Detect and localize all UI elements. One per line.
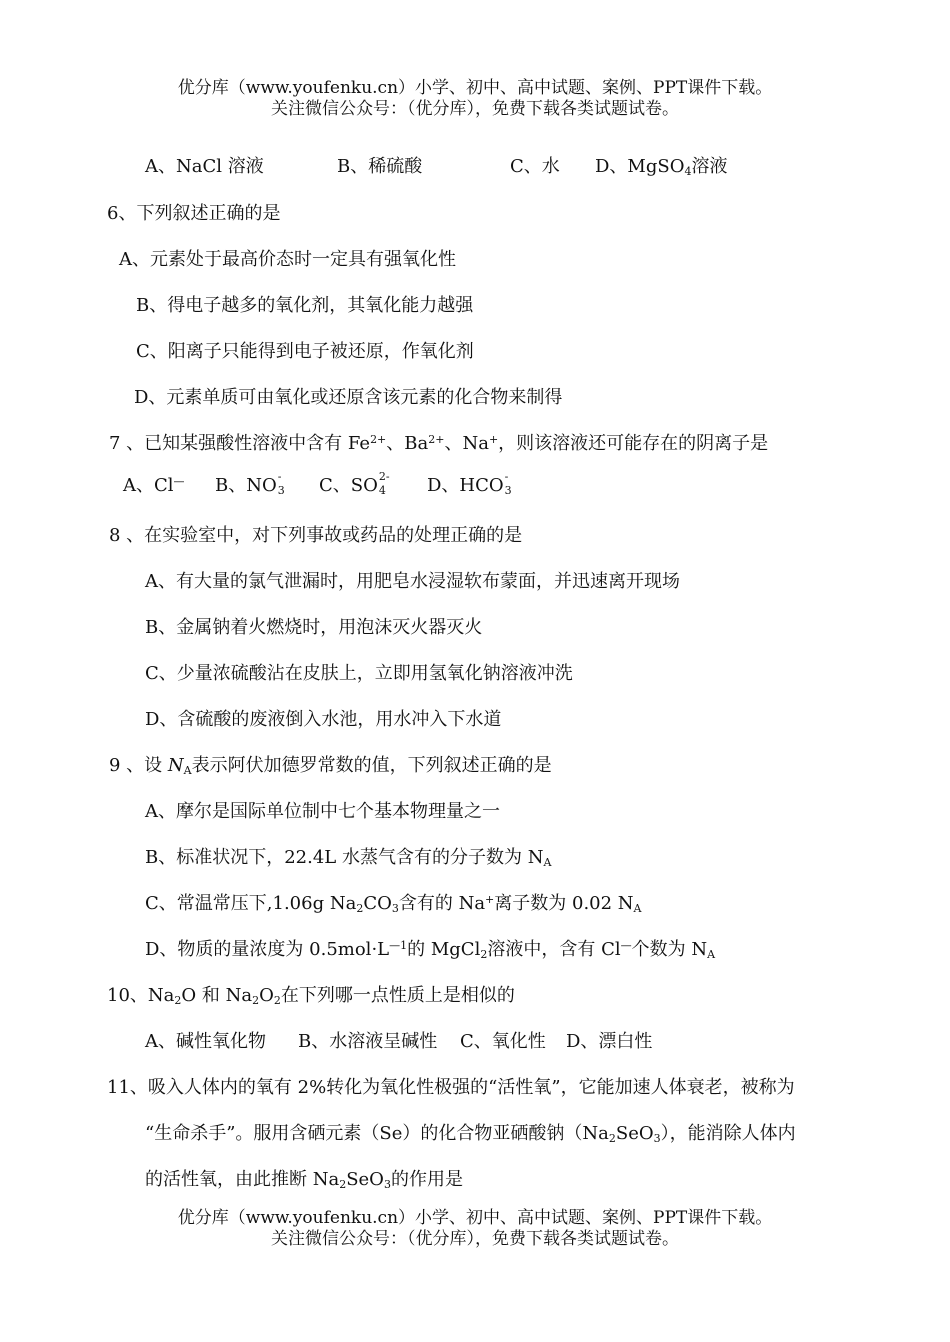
q5-options (145, 155, 727, 179)
q5-option-d: D、MgSO$_4$溶液 (595, 156, 728, 178)
q5-option-b: B、稀硫酸 (337, 156, 423, 177)
page-footer (0, 1208, 950, 1250)
q11-line-1: 11、吸入人体内的氧有 2%转化为氧化性极强的“活性氧”，它能加速人体衰老，被称为 (107, 1077, 795, 1098)
q9-option-b: B、标准状况下，22.4L 水蒸气含有的分子数为 $N_A$ (145, 847, 552, 869)
q6-option-d: D、元素单质可由氧化或还原含该元素的化合物来制得 (134, 387, 563, 408)
q6-stem: 6、下列叙述正确的是 (107, 203, 281, 224)
q5-option-a: A、NaCl 溶液 (145, 156, 264, 177)
q9-stem: 9 、设 $N_A$表示阿伏加德罗常数的值，下列叙述正确的是 (109, 755, 552, 777)
q7-option-b: B、NO - 3 (215, 470, 285, 497)
footer-line-2: 关注微信公众号：（优分库），免费下载各类试题试卷。 (271, 1229, 679, 1249)
q9-option-c: C、常温常压下,1.06g $Na_2CO_3$含有的 Na+离子数为 0.02 $N_A$ (145, 893, 642, 915)
q9-option-a: A、摩尔是国际单位制中七个基本物理量之一 (145, 801, 500, 822)
q7-option-d: D、HCO - 3 (427, 470, 512, 497)
q11-line-3: 的活性氧，由此推断 $Na_2SeO_3$的作用是 (145, 1169, 463, 1191)
q7-option-c: C、SO 2- 4 (319, 470, 390, 497)
q10-stem: 10、$Na_2O$ 和 $Na_2O_2$在下列哪一点性质上是相似的 (107, 985, 515, 1007)
q10-option-a: A、碱性氧化物 (145, 1031, 266, 1052)
q7-stem: 7 、已知某强酸性溶液中含有 $Fe^{2+}$、$Ba^{2+}$、Na+，则该溶液还可能存在的阴离子是 (109, 433, 769, 454)
q8-option-a: A、有大量的氯气泄漏时，用肥皂水浸湿软布蒙面，并迅速离开现场 (145, 571, 680, 592)
header-line-1: 优分库（www.youfenku.cn）小学、初中、高中试题、案例、PPT课件下载。 (177, 78, 773, 98)
q7-option-a: A、Cl— (123, 475, 185, 496)
header-line-2: 关注微信公众号：（优分库），免费下载各类试题试卷。 (271, 99, 679, 119)
q10-option-b: B、水溶液呈碱性 (298, 1031, 438, 1052)
q9-option-d: D、物质的量浓度为 $0.5mol\cdot L^{—1}$的 MgCl$_2$溶液中，含有 Cl—个数为 $N_A$ (145, 939, 716, 961)
q8-option-c: C、少量浓硫酸沾在皮肤上，立即用氢氧化钠溶液冲洗 (145, 663, 573, 684)
footer-line-1: 优分库（www.youfenku.cn）小学、初中、高中试题、案例、PPT课件下载。 (177, 1208, 773, 1228)
q6-option-c: C、阳离子只能得到电子被还原，作氧化剂 (136, 341, 474, 362)
q8-option-d: D、含硫酸的废液倒入水池，用水冲入下水道 (145, 709, 502, 730)
q10-option-c: C、氧化性 (460, 1031, 546, 1052)
q11-line-2: “生命杀手”。服用含硒元素（Se）的化合物亚硒酸钠$(Na_2SeO_3)$，能消除人体内 (145, 1123, 796, 1145)
q5-option-c: C、水 (510, 156, 560, 177)
q10-options (145, 1030, 652, 1054)
q6-option-a: A、元素处于最高价态时一定具有强氧化性 (119, 249, 456, 270)
q7-options (123, 470, 516, 498)
q10-option-d: D、漂白性 (566, 1031, 653, 1052)
page-header (0, 78, 950, 120)
q6-option-b: B、得电子越多的氧化剂，其氧化能力越强 (136, 295, 474, 316)
q8-option-b: B、金属钠着火燃烧时，用泡沫灭火器灭火 (145, 617, 483, 638)
q8-stem: 8 、在实验室中，对下列事故或药品的处理正确的是 (109, 525, 523, 546)
